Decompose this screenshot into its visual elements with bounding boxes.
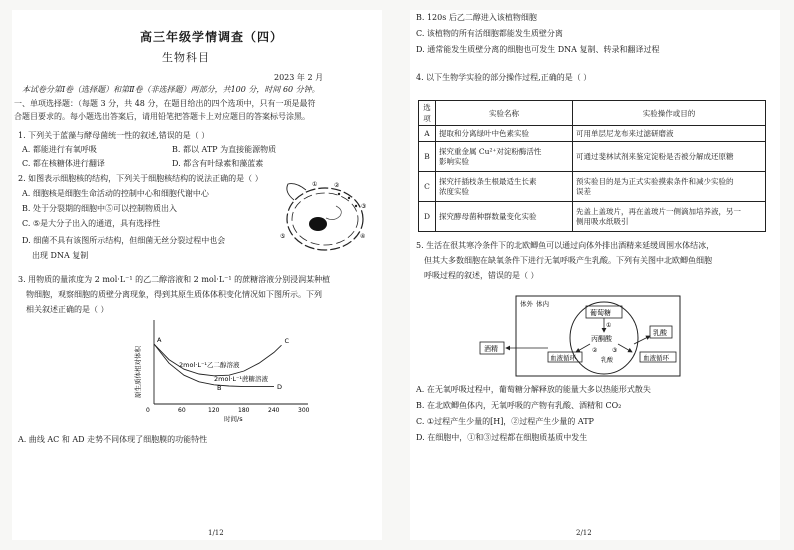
fish-respiration-diagram — [476, 294, 706, 380]
table-cell-line: 探究重金属 Cu²⁺对淀粉酶活性 — [439, 146, 542, 156]
arrow-pyruvate-to-lactate — [618, 344, 632, 352]
q3-option-c: C. 该植物的所有活细胞都能发生质壁分离 — [416, 29, 563, 38]
table-row — [419, 172, 766, 202]
chart-x-tick-label: 300 — [298, 407, 310, 414]
diagram-label-3: ③ — [361, 203, 367, 210]
q1-option-c: C. 都在核糖体进行翻译 — [22, 159, 105, 168]
label-process-3: ③ — [612, 347, 618, 354]
table-header-option: 选项 — [419, 101, 436, 126]
q2-option-c: C. ⑤是大分子出入的通道，具有选择性 — [22, 219, 161, 228]
protoplast-volume-chart — [130, 320, 310, 425]
q4-stem: 4. 以下生物学实验的部分操作过程,正确的是（ ） — [416, 73, 592, 82]
nuclear-envelope-outer — [287, 188, 366, 250]
table-cell-experiment — [436, 202, 573, 232]
table-row — [419, 142, 766, 172]
diagram-label-1: ① — [312, 181, 318, 188]
exam-intro: 本试卷分第Ⅰ卷（选择题）和第Ⅱ卷（非选择题）两部分，共100 分，时间 60 分钟。 — [22, 85, 320, 94]
chart-point-label: D — [277, 382, 283, 391]
exam-date: 2023 年 2 月 — [274, 73, 324, 82]
q1-option-b: B. 都以 ATP 为直接能源物质 — [172, 145, 277, 154]
label-blood-circulation-left: 血液循环 — [550, 354, 576, 362]
q4-experiment-table — [418, 100, 766, 232]
table-row — [419, 126, 766, 142]
table-cell-option: A — [419, 126, 436, 142]
q1-stem: 1. 下列关于蓝藻与酵母菌统一性的叙述,错误的是（ ） — [18, 131, 210, 140]
q5-option-c: C. ①过程产生少量的[H]，②过程产生少量的 ATP — [416, 417, 594, 426]
exam-title: 高三年级学情调查（四） — [140, 30, 284, 44]
q5-stem-line-2: 但其大多数细胞在缺氧条件下进行无氧呼吸产生乳酸。下列有关图中北欧鲫鱼细胞 — [424, 256, 712, 265]
chart-x-tick-label: 240 — [268, 407, 280, 414]
table-cell-operation — [573, 126, 766, 142]
section-instructions-line-1: 一、单项选择题：（每题 3 分，共 48 分，在题目给出的四个选项中，只有一项是最符 — [14, 99, 316, 108]
diagram-label-4: ④ — [360, 233, 366, 240]
q5-stem-line-1: 5. 生活在很其寒冷条件下的北欧鲫鱼可以通过向体外排出酒精来延缓周围水体结冰， — [416, 241, 715, 250]
q2-option-d-line-2: 出现 DNA 复制 — [32, 251, 89, 260]
label-alcohol: 酒精 — [484, 345, 498, 353]
exam-page-1 — [12, 10, 382, 540]
table-cell-line: 探究酵母菌种群数量变化实验 — [439, 211, 537, 221]
arrow-pyruvate-to-alcohol — [576, 344, 590, 352]
label-glucose: 葡萄糖 — [590, 309, 611, 317]
table-cell-line: 可用单层尼龙布来过滤研磨液 — [576, 128, 674, 138]
chart-x-tick-label: 0 — [146, 407, 150, 414]
ribosome-dot — [348, 197, 350, 199]
nucleus-structure-diagram — [278, 178, 372, 258]
table-cell-line: 探究扦插枝条生根最适生长素 — [439, 176, 537, 186]
chart-x-tick-label: 60 — [178, 407, 186, 414]
q1-option-a: A. 都能进行有氧呼吸 — [22, 145, 97, 154]
q1-option-d: D. 都含有叶绿素和藻蓝素 — [172, 159, 264, 168]
q2-option-d-line-1: D. 细菌不具有该图所示结构，但细菌无丝分裂过程中也会 — [22, 236, 226, 245]
nuclear-envelope-inner — [292, 193, 358, 245]
table-cell-line: 误差 — [576, 186, 591, 196]
table-cell-option: D — [419, 202, 436, 232]
chart-point-label: B — [217, 384, 222, 392]
label-process-2: ② — [592, 347, 598, 354]
table-header-operation: 实验操作或目的 — [573, 101, 766, 126]
table-cell-line: 侧用吸水纸吸引 — [576, 216, 629, 226]
diagram-label-5: ⑤ — [280, 233, 286, 240]
table-cell-line: 影响实验 — [439, 156, 469, 166]
q3-option-d: D. 通常能发生质壁分离的细胞也可发生 DNA 复制、转录和翻译过程 — [416, 45, 660, 54]
q3-stem-line-3: 相关叙述正确的是（ ） — [26, 305, 109, 314]
q5-option-b: B. 在北欧鲫鱼体内，无氧呼吸的产物有乳酸、酒精和 CO₂ — [416, 401, 622, 410]
table-cell-experiment — [436, 142, 573, 172]
table-cell-operation — [573, 142, 766, 172]
chart-series-label-sucrose: 2mol·L⁻¹蔗糖溶液 — [214, 375, 268, 384]
q2-stem: 2. 如图表示细胞核的结构，下列关于细胞核结构的说法正确的是（ ） — [18, 174, 263, 183]
q5-option-a: A. 在无氧呼吸过程中，葡萄糖分解释放的能量大多以热能形式散失 — [416, 385, 651, 394]
page-number-2: 2/12 — [576, 529, 592, 537]
chart-x-tick-label: 180 — [238, 407, 250, 414]
q5-stem-line-3: 呼吸过程的叙述，错误的是（ ） — [424, 271, 539, 280]
ribosome-dot — [338, 193, 340, 195]
chromatin — [326, 206, 341, 220]
table-header-row — [419, 101, 766, 126]
table-cell-experiment — [436, 172, 573, 202]
q3-option-b: B. 120s 后乙二醇进入该植物细胞 — [416, 13, 537, 22]
label-lactate-small: 乳酸 — [601, 357, 614, 364]
table-cell-line: 先盖上盖玻片，再在盖玻片一侧滴加培养液，另一 — [576, 206, 741, 216]
table-cell-line: 浓度实验 — [439, 186, 469, 196]
subject-title: 生物科目 — [162, 51, 210, 64]
label-inside: 体内 — [536, 300, 549, 308]
label-blood-circulation-right: 血液循环 — [643, 354, 669, 362]
table-cell-operation — [573, 202, 766, 232]
table-header-experiment: 实验名称 — [436, 101, 573, 126]
chart-point-label: C — [284, 337, 290, 346]
diagram-label-2: ② — [334, 182, 340, 189]
label-pyruvate: 丙酮酸 — [591, 335, 612, 343]
q2-option-b: B. 处于分裂期的细胞中⑤可以控制物质出入 — [22, 204, 177, 213]
chart-x-tick-label: 120 — [208, 407, 220, 414]
label-outside: 体外 — [520, 300, 533, 308]
endoplasmic-reticulum — [287, 184, 306, 200]
arrow-lactate-to-box — [634, 336, 650, 344]
label-process-1: ① — [606, 322, 612, 329]
chart-x-axis-label: 时间/s — [224, 415, 243, 423]
table-cell-line: 提取和分离绿叶中色素实验 — [439, 128, 529, 138]
table-cell-line: 可通过斐林试剂来鉴定淀粉是否被分解成还原糖 — [576, 151, 734, 161]
q3-stem-line-2: 物细胞，观察细胞的质壁分离现象，得到其原生质体体积变化情况如下图所示。下列 — [26, 290, 322, 299]
q2-option-a: A. 细胞核是细胞生命活动的控制中心和细胞代谢中心 — [22, 189, 209, 198]
table-cell-line: 预实验目的是为正式实验摸索条件和减少实验的 — [576, 176, 734, 186]
q3-option-a: A. 曲线 AC 和 AD 走势不同体现了细胞膜的功能特性 — [18, 435, 208, 444]
exam-page-2 — [410, 10, 780, 540]
chart-y-axis-label: 原生质体相对体积 — [134, 346, 142, 398]
label-lactate: 乳酸 — [653, 329, 667, 337]
table-cell-option: C — [419, 172, 436, 202]
ribosome-dot — [355, 205, 357, 207]
chart-series-label-ethylene-glycol: 2mol·L⁻¹乙二醇溶液 — [179, 360, 240, 369]
chart-point-label: A — [157, 336, 162, 344]
page-number-1: 1/12 — [208, 529, 224, 537]
table-row — [419, 202, 766, 232]
table-cell-operation — [573, 172, 766, 202]
table-cell-experiment — [436, 126, 573, 142]
q5-option-d: D. 在细胞中，①和③过程都在细胞质基质中发生 — [416, 433, 588, 442]
q3-stem-line-1: 3. 用物质的量浓度为 2 mol·L⁻¹ 的乙二醇溶液和 2 mol·L⁻¹ 的蔗糖溶液分别浸润某种植 — [18, 275, 331, 284]
section-instructions-line-2: 合题目要求的。每小题选出答案后，请用铅笔把答题卡上对应题目的答案标号涂黑。 — [14, 112, 310, 121]
table-cell-option: B — [419, 142, 436, 172]
nucleolus — [309, 217, 327, 231]
